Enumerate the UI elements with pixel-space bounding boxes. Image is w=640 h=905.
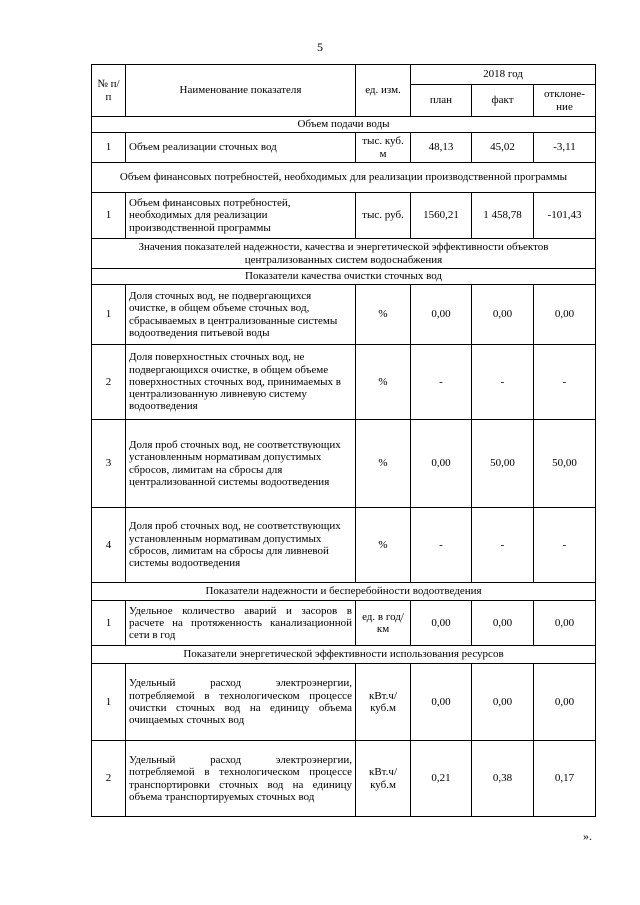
row-deviation: 50,00 xyxy=(534,420,596,508)
section-row xyxy=(92,269,596,285)
section-title: Показатели надежности и бесперебойности водоотведения xyxy=(92,583,596,601)
row-num: 1 xyxy=(92,193,126,239)
row-num: 1 xyxy=(92,664,126,741)
table-row xyxy=(92,601,596,646)
row-name: Доля поверхностных сточных вод, не подвергающихся очистке, в общем объеме поверхностных сточных вод, принимаемых в централизованную ливневую систему водоотведения xyxy=(126,345,356,420)
row-num: 1 xyxy=(92,601,126,646)
table-row xyxy=(92,420,596,508)
section-row xyxy=(92,117,596,133)
table-row xyxy=(92,508,596,583)
row-plan: 1560,21 xyxy=(411,193,472,239)
section-title: Значения показателей надежности, качества и энергетической эффективности объектов централизованных систем водоснабжения xyxy=(92,239,596,269)
row-plan: 0,00 xyxy=(411,285,472,345)
header-plan: план xyxy=(411,85,472,117)
header-deviation: отклоне-ние xyxy=(534,85,596,117)
row-unit: % xyxy=(356,345,411,420)
row-plan: 0,00 xyxy=(411,664,472,741)
row-unit: % xyxy=(356,508,411,583)
row-name: Доля проб сточных вод, не соответствующих установленным нормативам допустимых сбросов, лимитам на сбросы для ливневой системы водоотведения xyxy=(126,508,356,583)
row-num: 2 xyxy=(92,741,126,817)
row-fact: - xyxy=(472,508,534,583)
row-fact: 0,00 xyxy=(472,601,534,646)
row-deviation: - xyxy=(534,345,596,420)
row-unit: % xyxy=(356,420,411,508)
row-name: Объем реализации сточных вод xyxy=(126,133,356,163)
row-plan: - xyxy=(411,508,472,583)
row-name: Объем финансовых потребностей, необходимых для реализации производственной программы xyxy=(126,193,356,239)
row-fact: 0,38 xyxy=(472,741,534,817)
row-fact: - xyxy=(472,345,534,420)
row-num: 2 xyxy=(92,345,126,420)
row-fact: 0,00 xyxy=(472,664,534,741)
row-unit: % xyxy=(356,285,411,345)
row-name: Удельное количество аварий и засоров в расчете на протяженность канализационной сети в год xyxy=(126,601,356,646)
row-fact: 1 458,78 xyxy=(472,193,534,239)
row-name: Доля сточных вод, не подвергающихся очистке, в общем объеме сточных вод, сбрасываемых в централизованные системы водоотведения питьевой воды xyxy=(126,285,356,345)
page-number: 5 xyxy=(317,40,323,54)
row-deviation: - xyxy=(534,508,596,583)
table-row xyxy=(92,193,596,239)
table-row xyxy=(92,345,596,420)
row-unit: кВт.ч/ куб.м xyxy=(356,741,411,817)
row-plan: 48,13 xyxy=(411,133,472,163)
section-row xyxy=(92,646,596,664)
header-row xyxy=(92,65,596,85)
row-plan: 0,00 xyxy=(411,601,472,646)
row-unit: кВт.ч/ куб.м xyxy=(356,664,411,741)
row-plan: 0,21 xyxy=(411,741,472,817)
row-num: 1 xyxy=(92,133,126,163)
row-name: Доля проб сточных вод, не соответствующих установленным нормативам допустимых сбросов, лимитам на сбросы для централизованной системы водоотведения xyxy=(126,420,356,508)
header-fact: факт xyxy=(472,85,534,117)
row-fact: 0,00 xyxy=(472,285,534,345)
section-row xyxy=(92,583,596,601)
section-title: Показатели качества очистки сточных вод xyxy=(92,269,596,285)
table-row xyxy=(92,741,596,817)
section-row xyxy=(92,163,596,193)
row-deviation: 0,17 xyxy=(534,741,596,817)
row-num: 1 xyxy=(92,285,126,345)
row-deviation: -3,11 xyxy=(534,133,596,163)
header-year: 2018 год xyxy=(411,65,596,85)
row-plan: 0,00 xyxy=(411,420,472,508)
row-deviation: 0,00 xyxy=(534,285,596,345)
row-unit: тыс. куб. м xyxy=(356,133,411,163)
row-unit: ед. в год/ км xyxy=(356,601,411,646)
table-row xyxy=(92,664,596,741)
row-fact: 45,02 xyxy=(472,133,534,163)
header-num: № п/п xyxy=(92,65,126,117)
section-title: Объем финансовых потребностей, необходимых для реализации производственной программы xyxy=(92,163,596,193)
table-row xyxy=(92,133,596,163)
row-name: Удельный расход электроэнергии, потребляемой в технологическом процессе очистки сточных вод на единицу объема очищаемых сточных вод xyxy=(126,664,356,741)
row-fact: 50,00 xyxy=(472,420,534,508)
row-unit: тыс. руб. xyxy=(356,193,411,239)
header-unit: ед. изм. xyxy=(356,65,411,117)
row-num: 3 xyxy=(92,420,126,508)
indicators-table xyxy=(91,64,596,817)
row-num: 4 xyxy=(92,508,126,583)
row-deviation: 0,00 xyxy=(534,601,596,646)
row-plan: - xyxy=(411,345,472,420)
table-row xyxy=(92,285,596,345)
section-title: Объем подачи воды xyxy=(92,117,596,133)
closing-quote: ». xyxy=(583,829,592,843)
section-row xyxy=(92,239,596,269)
row-deviation: -101,43 xyxy=(534,193,596,239)
row-deviation: 0,00 xyxy=(534,664,596,741)
section-title: Показатели энергетической эффективности использования ресурсов xyxy=(92,646,596,664)
row-name: Удельный расход электроэнергии, потребляемой в технологическом процессе транспортировки сточных вод на единицу объема транспортируемых сточных вод xyxy=(126,741,356,817)
header-name: Наименование показателя xyxy=(126,65,356,117)
